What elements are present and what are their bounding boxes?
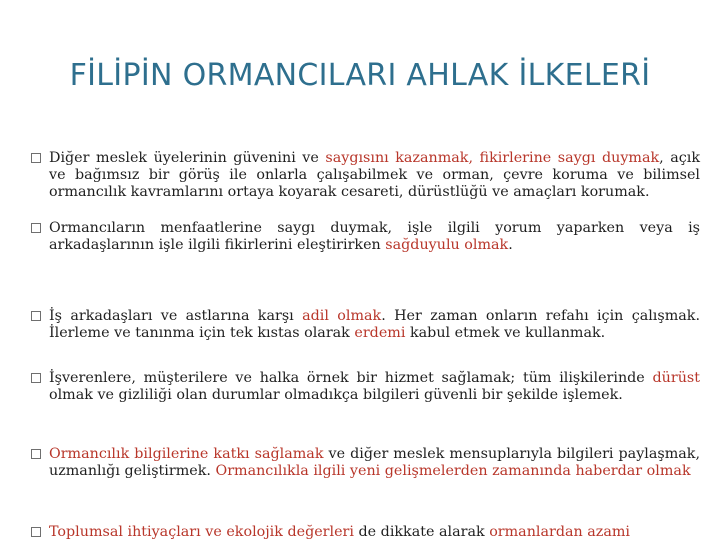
item-highlight: ormanlardan azami — [489, 524, 630, 540]
list-item — [30, 446, 700, 480]
item-highlight: Ormancılıkla ilgili yeni gelişmelerden zamanında haberdar olmak — [215, 463, 691, 479]
item-text: ve diğer meslek mensuplarıyla bilgileri paylaşmak, uzmanlığı geliştirmek. — [49, 446, 700, 479]
slide-title: FİLİPİN ORMANCILARI AHLAK İLKELERİ — [69, 58, 651, 93]
item-highlight: adil olmak — [302, 308, 382, 324]
list-item — [30, 370, 700, 404]
list-item — [30, 150, 700, 201]
item-highlight: erdemi — [354, 325, 406, 341]
item-text: . Her zaman onların refahı için çalışmak. İlerleme ve tanınma için tek kıstas olarak — [49, 308, 700, 341]
list-item — [30, 308, 700, 342]
list-item — [30, 524, 700, 540]
item-text: . — [508, 237, 513, 253]
square-bullet-icon — [31, 311, 41, 321]
item-text: olmak ve gizliliği olan durumlar olmadıkça bilgileri güvenli bir şekilde işlemek. — [49, 387, 623, 403]
square-bullet-icon — [31, 449, 41, 459]
square-bullet-icon — [31, 153, 41, 163]
list-item — [30, 220, 700, 254]
square-bullet-icon — [31, 527, 41, 537]
item-text: kabul etmek ve kullanmak. — [405, 325, 606, 341]
item-highlight: Toplumsal ihtiyaçları ve ekolojik değerleri — [49, 524, 354, 540]
item-text: de dikkate alarak — [353, 524, 490, 540]
item-text: Ormancıların menfaatlerine saygı duymak, işle ilgili yorum yaparken veya iş arkadaşlarının işle ilgili fikirlerini eleştirirken — [49, 220, 700, 253]
item-text: , açık ve bağımsız bir görüş ile onlarla çalışabilmek ve orman, çevre koruma ve bilimsel ormancılık kavramlarını ortaya koyarak cesareti, dürüstlüğü ve amaçları korumak. — [49, 150, 700, 200]
item-highlight: saygısını kazanmak, fikirlerine saygı duymak — [325, 150, 660, 166]
item-text: İş arkadaşları ve astlarına karşı — [49, 308, 303, 324]
square-bullet-icon — [31, 223, 41, 233]
item-highlight: sağduyulu olmak — [385, 237, 509, 253]
item-highlight: Ormancılık bilgilerine katkı sağlamak — [49, 446, 324, 462]
item-text: Diğer meslek üyelerinin güvenini ve — [49, 150, 326, 166]
item-text: İşverenlere, müşterilere ve halka örnek bir hizmet sağlamak; tüm ilişkilerinde — [49, 370, 653, 386]
square-bullet-icon — [31, 373, 41, 383]
item-highlight: dürüst — [652, 370, 700, 386]
